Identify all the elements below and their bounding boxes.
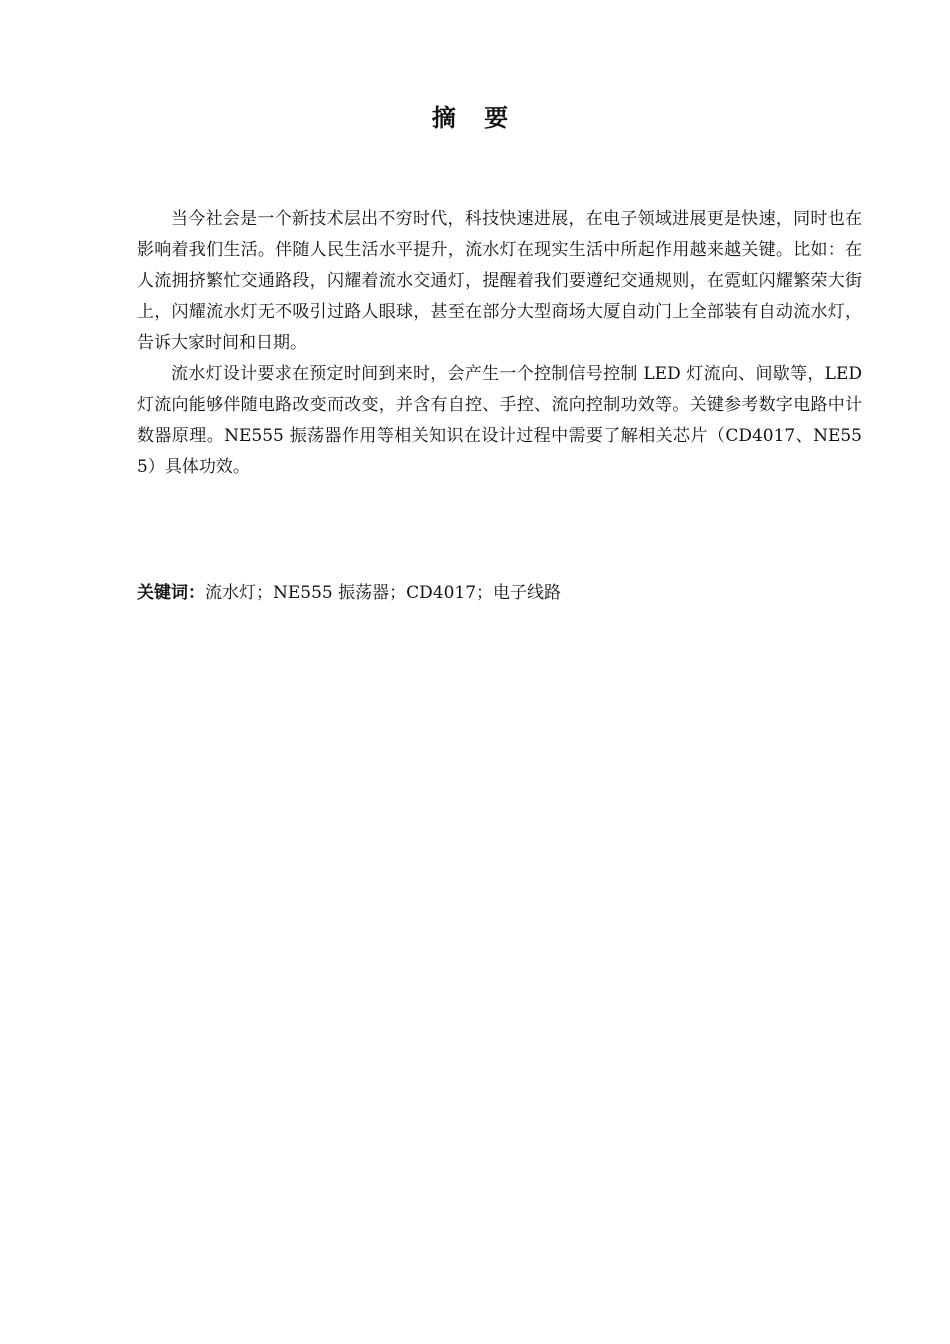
keywords-line [137, 578, 862, 609]
abstract-title: 摘 要 [431, 104, 519, 132]
abstract-paragraph-1: 当今社会是一个新技术层出不穷时代，科技快速进展，在电子领域进展更是快速，同时也在影响着我们生活。伴随人民生活水平提升，流水灯在现实生活中所起作用越来越关键。比如：在人流拥挤繁忙交通路段，闪耀着流水交通灯，提醒着我们要遵纪交通规则，在霓虹闪耀繁荣大街上，闪耀流水灯无不吸引过路人眼球，甚至在部分大型商场大厦自动门上全部装有自动流水灯，告诉大家时间和日期。 [137, 209, 862, 353]
abstract-paragraph-2: 流水灯设计要求在预定时间到来时，会产生一个控制信号控制 LED 灯流向、间歇等，LED 灯流向能够伴随电路改变而改变，并含有自控、手控、流向控制功效等。关键参考数字电路中计数器原理。NE555 振荡器作用等相关知识在设计过程中需要了解相关芯片（CD4017、NE555）具体功效。 [137, 364, 862, 477]
keywords-value: 流水灯；NE555 振荡器；CD4017；电子线路 [205, 583, 562, 603]
abstract-body [137, 204, 862, 483]
keywords-label: 关键词： [137, 583, 205, 603]
